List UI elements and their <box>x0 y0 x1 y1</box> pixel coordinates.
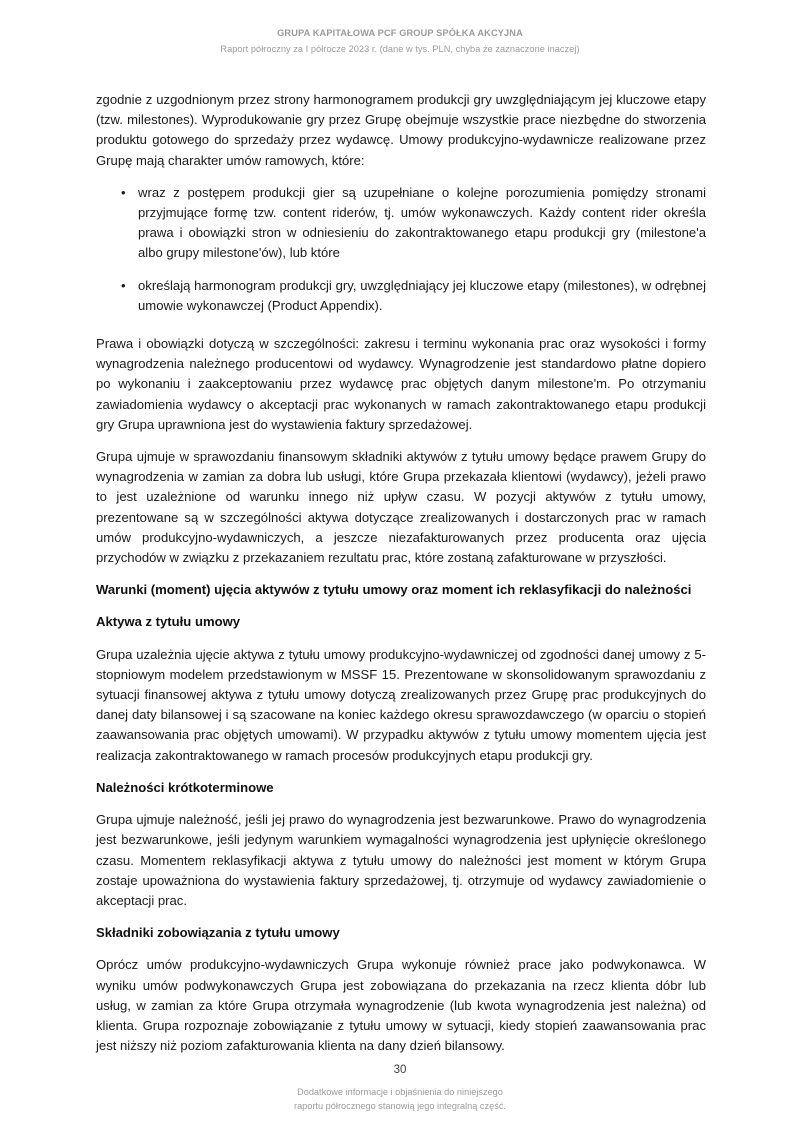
heading-contract-assets: Aktywa z tytułu umowy <box>96 614 241 630</box>
footer-note-line-1: Dodatkowe informacje i objaśnienia do niniejszego <box>297 1087 503 1097</box>
document-body <box>96 90 706 1068</box>
page-header <box>0 27 800 56</box>
list-item <box>96 183 706 264</box>
bullet-icon: • <box>121 277 126 293</box>
header-report-subtitle: Raport półroczny za I półrocze 2023 r. (dane w tys. PLN, chyba że zaznaczone inaczej) <box>220 44 580 54</box>
paragraph-intro: zgodnie z uzgodnionym przez strony harmonogramem produkcji gry uwzględniającym jej kluczowe etapy (tzw. milestones). Wyprodukowanie gry przez Grupę obejmuje wszystkie prace niezbędne do stworzenia produktu gotowego do sprzedaży przez wydawcę. Umowy produkcyjno-wydawnicze realizowane przez Grupę mają charakter umów ramowych, które: <box>96 92 706 168</box>
list-item-text: wraz z postępem produkcji gier są uzupełniane o kolejne porozumienia pomiędzy stronami przyjmujące formę tzw. content riderów, tj. umów wykonawczych. Każdy content rider określa prawa i obowiązki stron w odniesieniu do zakontraktowanego etapu produkcji gry (milestone'a albo grupy milestone'ów), lub które <box>138 184 706 261</box>
list-item <box>96 276 706 316</box>
page-number: 30 <box>393 1064 407 1076</box>
contract-features-list <box>96 183 706 316</box>
bullet-icon: • <box>121 184 126 200</box>
header-company-name: GRUPA KAPITAŁOWA PCF GROUP SPÓŁKA AKCYJNA <box>277 28 523 38</box>
paragraph-receivables: Grupa ujmuje należność, jeśli jej prawo do wynagrodzenia jest bezwarunkowe. Prawo do wynagrodzenia jest bezwarunkowe, jeśli jedynym warunkiem wymagalności wynagrodzenia jest upłynięcie określonego czasu. Momentem reklasyfikacji aktywa z tytułu umowy do należności jest moment w którym Grupa zostaje upoważniona do wystawienia faktury sprzedażowej, tj. otrzymuje od wydawcy zawiadomienie o akceptacji prac. <box>96 812 706 908</box>
heading-short-term-receivables: Należności krótkoterminowe <box>96 779 274 795</box>
paragraph-ifrs15-model: Grupa uzależnia ujęcie aktywa z tytułu umowy produkcyjno-wydawniczej od zgodności danej umowy z 5-stopniowym modelem przedstawionym w MSSF 15. Prezentowane w skonsolidowanym sprawozdaniu z sytuacji finansowej aktywa z tytułu umowy dotyczą zrealizowanych przez Grupę prac produkcyjnych do danej daty bilansowej i są szacowane na koniec każdego okresu sprawozdawczego (w oparciu o stopień zaawansowania prac objętych umowami). W przypadku aktywów z tytułu umowy momentem ujęcia jest realizacja zakontraktowanego w ramach procesów produkcyjnych etapu produkcji gry. <box>96 646 706 763</box>
page-footer <box>0 1063 800 1113</box>
heading-contract-liabilities: Składniki zobowiązania z tytułu umowy <box>96 925 340 941</box>
footer-note-line-2: raportu półrocznego stanowią jego integralną część. <box>294 1100 506 1111</box>
paragraph-subcontracting: Oprócz umów produkcyjno-wydawniczych Grupa wykonuje również prace jako podwykonawca. W wyniku umów podwykonawczych Grupa jest zobowiązana do przekazania na rzecz klienta dóbr lub usług, w zamian za które Grupa otrzymała wynagrodzenie (lub kwota wynagrodzenia jest należna) od klienta. Grupa rozpoznaje zobowiązanie z tytułu umowy w sytuacji, kiedy stopień zaawansowania prac jest niższy niż poziom zafakturowania klienta na dany dzień bilansowy. <box>96 957 706 1054</box>
paragraph-rights-obligations: Prawa i obowiązki dotyczą w szczególności: zakresu i terminu wykonania prac oraz wysokości i formy wynagrodzenia należnego producentowi od wydawcy. Wynagrodzenie jest standardowo płatne dopiero po wykonaniu i zaakceptowaniu przez wydawcę prac objętych danym milestone'm. Po otrzymaniu zawiadomienia wydawcy o akceptacji prac wykonanych w ramach zakontraktowanego etapu produkcji gry Grupa uprawniona jest do wystawienia faktury sprzedażowej. <box>96 336 706 432</box>
list-item-text: określają harmonogram produkcji gry, uwzględniający jej kluczowe etapy (milestones), w odrębnej umowie wykonawczej (Product Appendix). <box>138 277 706 313</box>
heading-recognition-conditions: Warunki (moment) ujęcia aktywów z tytułu umowy oraz moment ich reklasyfikacji do należności <box>96 582 692 598</box>
paragraph-contract-assets: Grupa ujmuje w sprawozdaniu finansowym składniki aktywów z tytułu umowy będące prawem Grupy do wynagrodzenia w zamian za dobra lub usługi, które Grupa przekazała klientowi (wydawcy), jeżeli prawo to jest uzależnione od warunku innego niż upływ czasu. W pozycji aktywów z tytułu umowy, prezentowane są w szczególności aktywa dotyczące zrealizowanych i dostarczonych prac w ramach umów produkcyjno-wydawniczych, a jeszcze niezafakturowanych przez producenta oraz ujęcia przychodów w związku z przekazaniem rezultatu prac, które zostaną zafakturowane w przyszłości. <box>96 449 706 566</box>
